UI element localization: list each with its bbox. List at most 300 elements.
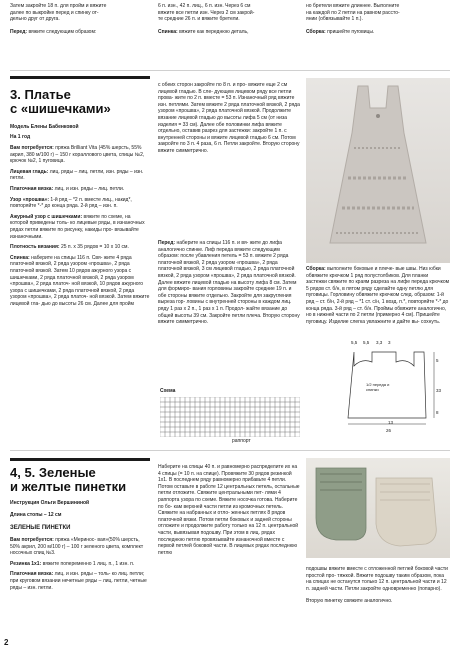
- scheme-cell: [250, 432, 255, 437]
- scheme-cell: [260, 417, 265, 422]
- scheme-cell: [285, 422, 290, 427]
- top-col1-line: дельно друг от друга.: [10, 16, 60, 23]
- scheme-cell: [285, 407, 290, 412]
- scheme-cell: [185, 407, 190, 412]
- scheme-cell: [290, 427, 295, 432]
- scheme-cell: [280, 402, 285, 407]
- scheme-cell: [180, 417, 185, 422]
- booties-photo: [306, 458, 450, 558]
- scheme-cell: [235, 407, 240, 412]
- scheme-cell: [190, 407, 195, 412]
- scheme-cell: [295, 417, 300, 422]
- scheme-cell: [170, 397, 175, 402]
- scheme-cell: [175, 412, 180, 417]
- scheme-cell: [210, 397, 215, 402]
- scheme-cell: [205, 402, 210, 407]
- scheme-cell: [295, 427, 300, 432]
- scheme-cell: [165, 417, 170, 422]
- section3-title-line2: с «шишечками»: [10, 100, 111, 116]
- scheme-cell: [235, 417, 240, 422]
- scheme-cell: [275, 427, 280, 432]
- scheme-cell: [270, 412, 275, 417]
- scheme-cell: [225, 432, 230, 437]
- scheme-cell: [180, 422, 185, 427]
- scheme-cell: [295, 407, 300, 412]
- scheme-cell: [205, 427, 210, 432]
- section45-subtitle: ЗЕЛЕНЫЕ ПИНЕТКИ: [10, 525, 71, 531]
- scheme-cell: [270, 397, 275, 402]
- para-bold: Лицевая гладь:: [10, 168, 49, 175]
- scheme-cell: [250, 412, 255, 417]
- scheme-cell: [195, 427, 200, 432]
- para-bold: Платочная вязка:: [10, 571, 54, 578]
- scheme-chart: [160, 397, 300, 437]
- scheme-cell: [240, 412, 245, 417]
- scheme-cell: [225, 402, 230, 407]
- scheme-cell: [295, 432, 300, 437]
- scheme-cell: [290, 397, 295, 402]
- top-col2-bold: Спинка:: [158, 28, 178, 35]
- scheme-cell: [260, 432, 265, 437]
- dim-label: 3,3: [376, 340, 383, 345]
- scheme-cell: [160, 402, 165, 407]
- rapport-label: раппорт: [232, 438, 251, 444]
- scheme-cell: [295, 422, 300, 427]
- scheme-cell: [280, 407, 285, 412]
- scheme-cell: [235, 397, 240, 402]
- scheme-cell: [260, 427, 265, 432]
- scheme-cell: [215, 407, 220, 412]
- scheme-cell: [160, 412, 165, 417]
- scheme-cell: [205, 407, 210, 412]
- scheme-cell: [170, 417, 175, 422]
- para-bold: Сборка:: [306, 266, 326, 272]
- scheme-cell: [215, 412, 220, 417]
- dim-label: 3: [388, 340, 391, 345]
- top-col1-bold: Перед:: [10, 28, 28, 35]
- top-col3-bold: Сборка:: [306, 28, 326, 35]
- scheme-cell: [230, 422, 235, 427]
- top-col2-line: вяжите все петли изн. Через 2 см закрой-: [158, 9, 255, 16]
- scheme-cell: [200, 417, 205, 422]
- scheme-cell: [200, 412, 205, 417]
- scheme-cell: [255, 397, 260, 402]
- scheme-cell: [185, 427, 190, 432]
- scheme-cell: [280, 397, 285, 402]
- scheme-cell: [175, 432, 180, 437]
- scheme-cell: [205, 397, 210, 402]
- scheme-cell: [245, 427, 250, 432]
- para-bold: Вам потребуется:: [10, 145, 54, 151]
- scheme-cell: [280, 427, 285, 432]
- para-bold: Резинка 1х1:: [10, 560, 42, 567]
- scheme-cell: [290, 422, 295, 427]
- section3-mid-text: с обеих сторон закройте по 8 п. и про- вяжите еще 2 см лицевой гладью. В сле- дующем лицевом ряду все петли прова- жите по 2 п. вместе = 53 п. Изнаночный ряд вяжите изн. петлями. Затем вяжите 2 ряда платочной вязкой, 2 ряда узором «прошва», 2 ряда платочной вязкой. Продолжите вязание лицевой гладью до высоты лифа 5 см (от низа изделия = 33 см). Далее обе половинки лифа вяжите отдельно, оставив разрез для застежки: закройте 1 п. с внутренней стороны и вяжите лицевой гладью 6 см. Потом закройте по 3 п. 4 раза, 6 п. Петли закройте. Вторую сторону вяжите симметрично.: [158, 82, 300, 154]
- scheme-cell: [270, 422, 275, 427]
- para-text: лиц. ряды – лиц. петли, изн. ряды – изн. петли.: [10, 168, 144, 182]
- dim-label: 33: [436, 388, 442, 393]
- para-text: 25 п. х 35 рядов = 10 х 10 см.: [59, 244, 129, 251]
- scheme-cell: [285, 417, 290, 422]
- scheme-cell: [265, 417, 270, 422]
- section3-right-text: [306, 266, 450, 325]
- scheme-cell: [215, 402, 220, 407]
- scheme-cell: [230, 432, 235, 437]
- scheme-cell: [290, 407, 295, 412]
- scheme-cell: [255, 427, 260, 432]
- scheme-cell: [275, 397, 280, 402]
- scheme-cell: [225, 422, 230, 427]
- scheme-cell: [270, 407, 275, 412]
- scheme-cell: [195, 432, 200, 437]
- scheme-cell: [185, 432, 190, 437]
- scheme-cell: [170, 407, 175, 412]
- scheme-cell: [215, 417, 220, 422]
- scheme-cell: [190, 422, 195, 427]
- scheme-cell: [275, 402, 280, 407]
- scheme-cell: [160, 397, 165, 402]
- scheme-cell: [210, 407, 215, 412]
- scheme-cell: [175, 417, 180, 422]
- scheme-cell: [230, 407, 235, 412]
- section3-left-text: [10, 145, 150, 307]
- scheme-cell: [240, 397, 245, 402]
- scheme-cell: [265, 407, 270, 412]
- para-text: выполните боковые и плече- вые швы. Низ юбки обвяжите крючком 1 ряд полустолбиков. Для планки застежки свяжите по краям разреза на лифе переда крючком 5 рядов ст. б/н, в пятом ряду сделайте одну петлю для пуговицы. Горловину обвяжите крючком след. образом: 1-й ряд – ст. б/н, 2-й ряд – *1 ст. с/н, 1 возд. п.*, повторяйте *-* до конца ряда. 3-й ряд – ст. б/н. Проймы обвяжите аналогично, но в нижней части по 2 петли (примерно 4 см). Пришейте пуговицу. Изделие слегка увлажните и дайте вы- сохнуть.: [306, 266, 450, 325]
- scheme-cell: [255, 402, 260, 407]
- para-text: подошвы вяжите вместе с отложенной петлей боковой части простой про- тяжкой. Вяжите подошву таким образом, пока на спицах не останутся только 12 п. центральной части и 12 п. задней части. Петли закройте одновременно (попарно).: [306, 566, 448, 592]
- scheme-cell: [210, 427, 215, 432]
- scheme-cell: [190, 402, 195, 407]
- section45-title-line2: и желтые пинетки: [10, 478, 127, 494]
- scheme-cell: [210, 412, 215, 417]
- scheme-cell: [200, 407, 205, 412]
- scheme-cell: [160, 432, 165, 437]
- para-text: наберите на спицы 116 п. и вя- жите до лифа аналогично спинке. Лиф переда вяжите следующим образом: после убавления петель = 53 п. вяжите 2 ряда платочной вязкой, 2 ряда узором «прошва», 2 ряда платочной вязкой, 3 см лицевой гладью, 2 ряда платочной вязкой, 2 ряда узором «прошва», 2 ряда платочной вязкой. Далее вяжите лицевой гладью на высоту лифа 8 см. Затем для формиро- вания горловины закройте средние 19 п. и обе стороны вяжите отдельно. Закройте для закругления выреза гор- ловины с внутренней стороны в каждом лиц. ряду 1 раз х 2 п., 1 раз х 1 п. Продол- жайте вязание до общей высоты 39 см. Закройте петли плеча. Вторую сторону вяжите симметрично.: [158, 240, 300, 326]
- scheme-cell: [185, 417, 190, 422]
- scheme-cell: [160, 407, 165, 412]
- scheme-cell: [195, 422, 200, 427]
- page-number: 2: [4, 638, 9, 647]
- section45-right-text: [306, 566, 450, 605]
- top-col2-line: 6 п. изн., 42 п. лиц., 6 п. изн. Через 6 см: [158, 3, 251, 9]
- para-text: 1-й ряд – *2 п. вместе лиц., накид*, повторяйте *-* до конца ряда. 2-й ряд – изн. п.: [10, 196, 132, 210]
- scheme-cell: [165, 427, 170, 432]
- scheme-cell: [210, 402, 215, 407]
- scheme-cell: [240, 432, 245, 437]
- scheme-cell: [195, 402, 200, 407]
- top-col2-line: те средние 26 п. и вяжите бретели.: [158, 16, 240, 23]
- scheme-cell: [215, 422, 220, 427]
- scheme-cell: [260, 407, 265, 412]
- section3-title-line1: 3. Платье: [10, 87, 71, 102]
- scheme-cell: [180, 407, 185, 412]
- scheme-cell: [175, 397, 180, 402]
- scheme-cell: [240, 427, 245, 432]
- scheme-cell: [230, 402, 235, 407]
- top-col2: [158, 3, 300, 35]
- scheme-cell: [200, 397, 205, 402]
- scheme-cell: [190, 417, 195, 422]
- scheme-cell: [215, 397, 220, 402]
- top-col3-line: янии (обвязывайте 1 п.).: [306, 16, 363, 23]
- scheme-cell: [175, 407, 180, 412]
- scheme-cell: [250, 402, 255, 407]
- scheme-cell: [230, 417, 235, 422]
- scheme-cell: [210, 422, 215, 427]
- scheme-cell: [175, 402, 180, 407]
- scheme-cell: [215, 427, 220, 432]
- scheme-cell: [215, 432, 220, 437]
- section45-length: Длина стопы – 12 см: [10, 512, 62, 518]
- scheme-cell: [245, 397, 250, 402]
- scheme-cell: [220, 417, 225, 422]
- scheme-cell: [265, 397, 270, 402]
- top-col3-tail: пришейте пуговицы.: [327, 28, 375, 35]
- scheme-cell: [180, 397, 185, 402]
- scheme-cell: [195, 407, 200, 412]
- scheme-cell: [240, 402, 245, 407]
- section45-author: Инструкция Ольги Вершининой: [10, 500, 90, 506]
- dress-photo: [306, 78, 450, 263]
- scheme-cell: [200, 432, 205, 437]
- top-col3-line: но бретели вяжите длиннее. Выполните: [306, 3, 400, 9]
- scheme-cell: [225, 407, 230, 412]
- scheme-cell: [195, 397, 200, 402]
- scheme-cell: [160, 422, 165, 427]
- scheme-cell: [240, 417, 245, 422]
- scheme-cell: [200, 422, 205, 427]
- scheme-cell: [245, 412, 250, 417]
- scheme-cell: [170, 432, 175, 437]
- scheme-cell: [205, 417, 210, 422]
- scheme-cell: [170, 412, 175, 417]
- scheme-cell: [265, 412, 270, 417]
- scheme-cell: [235, 427, 240, 432]
- scheme-cell: [180, 432, 185, 437]
- top-col3-line: на каждой по 2 петли на равном рассто-: [306, 9, 400, 16]
- scheme-cell: [255, 412, 260, 417]
- scheme-cell: [235, 402, 240, 407]
- para-text: пряжа Brilliant Vita (45% шерсть, 55% акрил, 380 м/100 г) – 150 г кораллового цвета, спицы №2, крючок №2, 1 пуговица.: [10, 145, 145, 165]
- scheme-cell: [285, 397, 290, 402]
- scheme-cell: [190, 412, 195, 417]
- scheme-cell: [285, 432, 290, 437]
- scheme-cell: [240, 422, 245, 427]
- scheme-cell: [205, 432, 210, 437]
- scheme-cell: [160, 417, 165, 422]
- scheme-cell: [275, 417, 280, 422]
- para-text: Вторую пинетку свяжите аналогично.: [306, 598, 393, 605]
- scheme-cell: [240, 407, 245, 412]
- scheme-cell: [280, 412, 285, 417]
- scheme-cell: [260, 397, 265, 402]
- para-text: наберите на спицы 116 п. Свя- жите 4 ряда платочной вязкой, 2 ряда узором «прошва», 2 ряда платочной вязкой. Затем 10 рядов ажурного узора с шишечками, 2 ряда платочной вязкой, 2 ряда узором «прошва», 2 ряда платоч- ной вязкой, 10 рядов ажурного узора с шишечками, 2 ряда платочной вязкой, 2 ряда узором «прошва», 2 ряда платоч- ной вязкой. Затем вяжите лицевой гла- дью до высоты 26 см. Далее для пройм: [10, 254, 150, 307]
- scheme-cell: [255, 417, 260, 422]
- scheme-cell: [225, 412, 230, 417]
- scheme-cell: [260, 412, 265, 417]
- dim-label: 13: [388, 420, 394, 425]
- scheme-cell: [255, 422, 260, 427]
- scheme-cell: [250, 417, 255, 422]
- scheme-cell: [210, 417, 215, 422]
- scheme-cell: [250, 427, 255, 432]
- scheme-cell: [255, 407, 260, 412]
- para-text: вяжите по схеме, на которой приведены толь- ко лицевые ряды, в изнаночных рядах петли вяжите по рисунку, накиды про- вязывайте изнаночными.: [10, 213, 145, 240]
- scheme-cell: [225, 397, 230, 402]
- scheme-cell: [245, 407, 250, 412]
- scheme-cell: [250, 407, 255, 412]
- scheme-cell: [195, 412, 200, 417]
- scheme-cell: [220, 422, 225, 427]
- scheme-cell: [295, 397, 300, 402]
- scheme-cell: [270, 427, 275, 432]
- scheme-cell: [165, 407, 170, 412]
- scheme-cell: [275, 432, 280, 437]
- scheme-cell: [280, 422, 285, 427]
- para-bold: Узор «прошва»:: [10, 196, 50, 203]
- scheme-cell: [265, 422, 270, 427]
- para-bold: Вам потребуется:: [10, 537, 54, 543]
- scheme-cell: [185, 397, 190, 402]
- section45-title: [10, 466, 155, 493]
- section3-bar: [10, 76, 150, 79]
- section3-title: [10, 88, 150, 115]
- scheme-cell: [245, 432, 250, 437]
- section45-bar: [10, 458, 150, 461]
- scheme-cell: [270, 432, 275, 437]
- scheme-cell: [275, 412, 280, 417]
- scheme-cell: [250, 422, 255, 427]
- scheme-cell: [170, 402, 175, 407]
- scheme-cell: [230, 427, 235, 432]
- top-divider: [10, 70, 450, 71]
- scheme-cell: [285, 412, 290, 417]
- section3-size: На 1 год: [10, 134, 31, 140]
- scheme-cell: [260, 422, 265, 427]
- scheme-cell: [245, 422, 250, 427]
- scheme-cell: [185, 402, 190, 407]
- scheme-cell: [200, 427, 205, 432]
- scheme-cell: [180, 412, 185, 417]
- scheme-cell: [295, 402, 300, 407]
- para-bold: Платочная вязка:: [10, 185, 54, 192]
- scheme-cell: [245, 402, 250, 407]
- para-text: лиц. и изн. ряды – лиц. петли.: [53, 185, 125, 192]
- scheme-cell: [280, 417, 285, 422]
- section3-mid2-text: [158, 240, 300, 326]
- scheme-cell: [280, 432, 285, 437]
- scheme-label: Схема: [160, 388, 176, 394]
- scheme-cell: [225, 417, 230, 422]
- scheme-cell: [220, 397, 225, 402]
- scheme-cell: [180, 427, 185, 432]
- scheme-cell: [170, 427, 175, 432]
- scheme-cell: [220, 432, 225, 437]
- scheme-cell: [220, 402, 225, 407]
- scheme-cell: [185, 412, 190, 417]
- scheme-cell: [220, 407, 225, 412]
- para-bold: Спинка:: [10, 254, 30, 261]
- scheme-cell: [290, 412, 295, 417]
- scheme-cell: [290, 402, 295, 407]
- scheme-cell: [165, 422, 170, 427]
- scheme-cell: [290, 432, 295, 437]
- dim-label: 5: [436, 358, 439, 363]
- section-divider: [10, 450, 450, 451]
- section3-model: Модель Елены Бабенковой: [10, 124, 79, 130]
- scheme-cell: [235, 422, 240, 427]
- dim-label: 5,5: [351, 340, 358, 345]
- scheme-cell: [285, 427, 290, 432]
- scheme-cell: [190, 432, 195, 437]
- section45-mid-text: Наберите на спицы 40 п. и равномерно распределите их на 4 спицы (= 10 п. на спице). Провяжите 30 рядов резинкой 1х1. В последнем ряду равномерно прибавьте 4 петли. Потом оставьте в работе 12 центральных петель, остальные петли отложите. Свяжите центральными пет- лями 4 раппорта узора по схеме. Вяжите носочка готова. Наберите по бо- кам верхней части петли из кромочных петель. Свяжите на набранных и отло- женных петлях 8 рядов платочной вязки. Потом петли боковых и задней стороны отложите и продолжите работу только на 12 п. центральной части, вывязывая подошву. При этом в лиц. рядах последнюю петлю провязывайте изнаночной вместе с первой петлей боковой части. В лицевых рядах последнюю петлю: [158, 464, 300, 556]
- scheme-cell: [250, 397, 255, 402]
- scheme-cell: [195, 417, 200, 422]
- pattern-diagram: [336, 338, 450, 436]
- dim-label: 8: [436, 410, 439, 415]
- scheme-cell: [275, 422, 280, 427]
- scheme-cell: [185, 422, 190, 427]
- section45-left-text: [10, 537, 150, 591]
- scheme-cell: [160, 427, 165, 432]
- scheme-cell: [265, 402, 270, 407]
- dim-label: 1/2 переда и спинки: [366, 382, 390, 392]
- scheme-cell: [175, 427, 180, 432]
- para-bold: Перед:: [158, 240, 176, 246]
- scheme-cell: [205, 412, 210, 417]
- top-col2-tail: вяжите как переднюю деталь,: [179, 28, 249, 35]
- scheme-cell: [275, 407, 280, 412]
- para-text: пряжа «Меринос- вая»(50% шерсть, 50% акрил, 200 м/100 г) – 100 г зеленого цвета, комплект носочных спиц №3.: [10, 537, 144, 557]
- scheme-cell: [295, 412, 300, 417]
- top-col1-line: Затем закройте 18 п. для пройм и вяжите: [10, 3, 107, 9]
- para-bold: Плотность вязания:: [10, 244, 60, 251]
- scheme-cell: [290, 417, 295, 422]
- top-col1-line: далее по выкройке перед и спинку от-: [10, 9, 99, 16]
- scheme-cell: [165, 432, 170, 437]
- top-col1: [10, 3, 150, 35]
- scheme-cell: [220, 427, 225, 432]
- scheme-cell: [285, 402, 290, 407]
- scheme-cell: [220, 412, 225, 417]
- para-bold: Ажурный узор с шишечками:: [10, 213, 83, 220]
- scheme-cell: [255, 432, 260, 437]
- scheme-cell: [165, 397, 170, 402]
- scheme-cell: [200, 402, 205, 407]
- scheme-cell: [175, 422, 180, 427]
- scheme-cell: [230, 412, 235, 417]
- para-text: вяжите попеременно 1 лиц. п., 1 изн. п.: [41, 560, 135, 567]
- top-col1-tail: вяжите следующим образом:: [28, 28, 97, 35]
- scheme-cell: [265, 427, 270, 432]
- scheme-cell: [225, 427, 230, 432]
- scheme-cell: [270, 402, 275, 407]
- scheme-cell: [235, 432, 240, 437]
- scheme-cell: [265, 432, 270, 437]
- dim-label: 5,5: [363, 340, 370, 345]
- section45-title-line1: 4, 5. Зеленые: [10, 465, 96, 480]
- scheme-cell: [205, 422, 210, 427]
- dim-label: 26: [386, 428, 392, 433]
- scheme-cell: [170, 422, 175, 427]
- scheme-cell: [210, 432, 215, 437]
- para-text: лиц. и изн. ряды – толь- ко лиц. петли; при круговом вязании нечетные ряды – лиц. петли, четные ряды – изн. петли.: [10, 571, 147, 591]
- scheme-cell: [230, 397, 235, 402]
- scheme-cell: [165, 412, 170, 417]
- top-col3: [306, 3, 451, 35]
- scheme-cell: [190, 427, 195, 432]
